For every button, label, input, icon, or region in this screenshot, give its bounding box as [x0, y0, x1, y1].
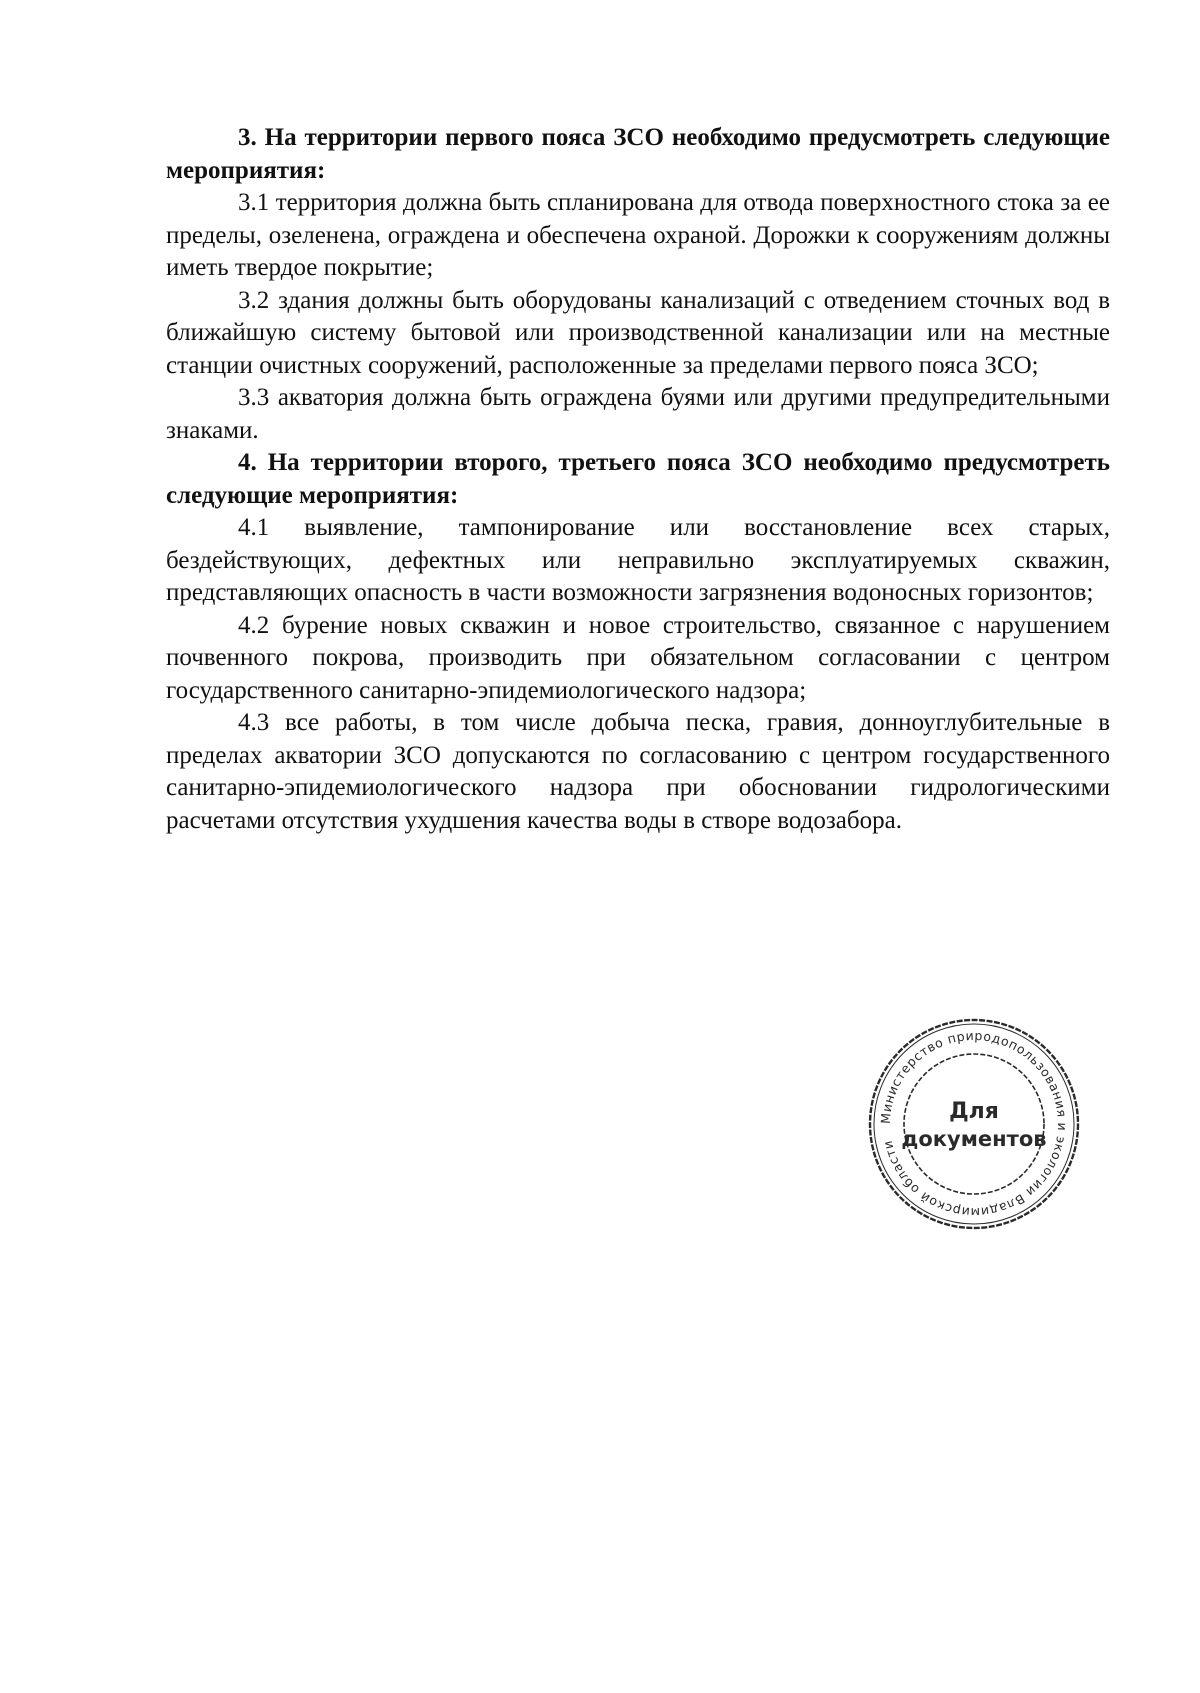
section-4-heading: 4. На территории второго, третьего пояса ЗСО необходимо предусмотреть следующие мероприятия:	[166, 449, 1110, 509]
stamp-graphic	[866, 1016, 1082, 1232]
official-stamp	[866, 1016, 1082, 1232]
item-4-1: 4.1 выявление, тампонирование или восстановление всех старых, бездействующих, дефектных или неправильно эксплуатируемых скважин, представляющих опасность в части возможности загрязнения водоносных горизонтов;	[166, 514, 1110, 606]
item-3-2: 3.2 здания должны быть оборудованы канализаций с отведением сточных вод в ближайшую систему бытовой или производственной канализации или на местные станции очистных сооружений, расположенные за пределами первого пояса ЗСО;	[166, 286, 1110, 379]
item-3-1: 3.1 территория должна быть спланирована для отвода поверхностного стока за ее пределы, озеленена, ограждена и обеспечена охраной. Дорожки к сооружениям должны иметь твердое покрытие;	[166, 189, 1110, 281]
stamp-ring-textpath: Министерство природопользования и экологии Владимирской области	[877, 1027, 1071, 1221]
stamp-inner-ring	[904, 1054, 1044, 1194]
item-4-2: 4.2 бурение новых скважин и новое строительство, связанное с нарушением почвенного покрова, производить при обязательном согласовании с центром государственного санитарно-эпидемиологического надзора;	[166, 611, 1110, 704]
stamp-outer-ring	[870, 1020, 1078, 1228]
item-4-3: 4.3 все работы, в том числе добыча песка, гравия, донноуглубительные в пределах акватории ЗСО допускаются по согласованию с центром государственного санитарно-эпидемиологического надзора при обосновании гидрологическими расчетами отсутствия ухудшения качества воды в створе водозабора.	[166, 709, 1110, 834]
item-3-3: 3.3 акватория должна быть ограждена буями или другими предупредительными знаками.	[166, 384, 1110, 444]
stamp-center-line-1: Для	[949, 1099, 999, 1124]
document-body	[166, 122, 1110, 837]
section-3-heading: 3. На территории первого пояса ЗСО необходимо предусмотреть следующие мероприятия:	[166, 124, 1110, 184]
stamp-center-line-2: документов	[901, 1127, 1047, 1151]
